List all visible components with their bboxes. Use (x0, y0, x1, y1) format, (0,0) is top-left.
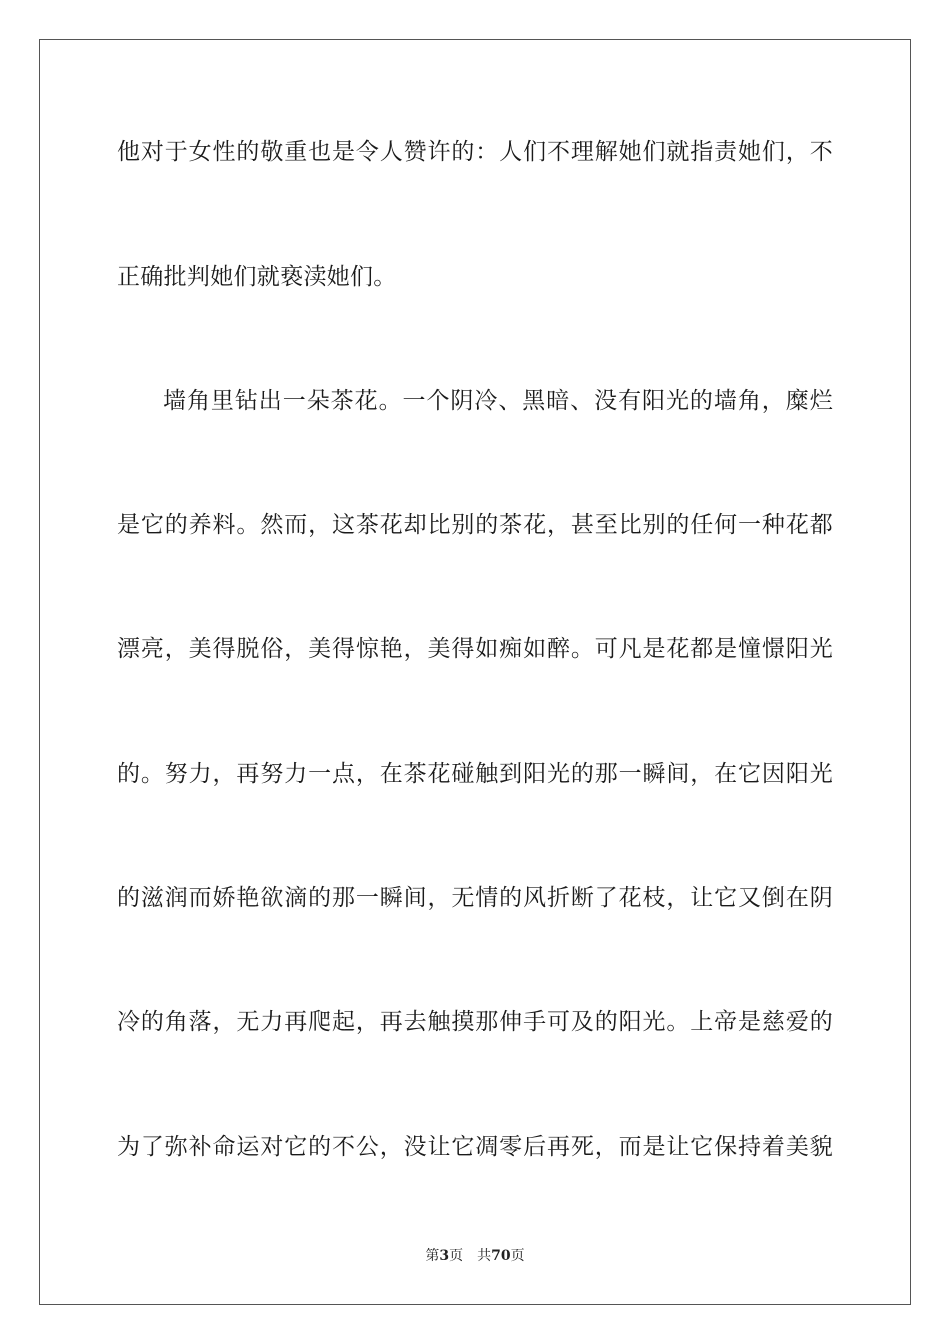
footer-page-number: 3 (439, 1248, 450, 1264)
text-line-5: 漂亮，美得脱俗，美得惊艳，美得如痴如醉。可凡是花都是憧憬阳光 (117, 636, 833, 662)
page-border (39, 39, 911, 1305)
text-line-8: 冷的角落，无力再爬起，再去触摸那伸手可及的阳光。上帝是慈爱的 (117, 1009, 833, 1035)
text-line-6: 的。努力，再努力一点，在茶花碰触到阳光的那一瞬间，在它因阳光 (117, 761, 833, 787)
footer-total-suffix: 页 (510, 1248, 525, 1264)
footer-total-prefix: 共 (477, 1248, 492, 1264)
text-line-9: 为了弥补命运对它的不公，没让它凋零后再死，而是让它保持着美貌 (117, 1134, 833, 1160)
text-line-4: 是它的养料。然而，这茶花却比别的茶花，甚至比别的任何一种花都 (117, 512, 833, 538)
text-line-2: 正确批判她们就亵渎她们。 (117, 264, 397, 290)
text-line-7: 的滋润而娇艳欲滴的那一瞬间，无情的风折断了花枝，让它又倒在阴 (117, 885, 833, 911)
footer-page-prefix: 第 (425, 1248, 440, 1264)
footer-page-suffix: 页 (449, 1248, 464, 1264)
text-line-1: 他对于女性的敬重也是令人赞许的：人们不理解她们就指责她们，不 (117, 139, 833, 165)
page-footer (0, 1246, 950, 1266)
text-line-3: 墙角里钻出一朵茶花。一个阴冷、黑暗、没有阳光的墙角，糜烂 (163, 388, 833, 414)
footer-total-number: 70 (491, 1248, 511, 1264)
